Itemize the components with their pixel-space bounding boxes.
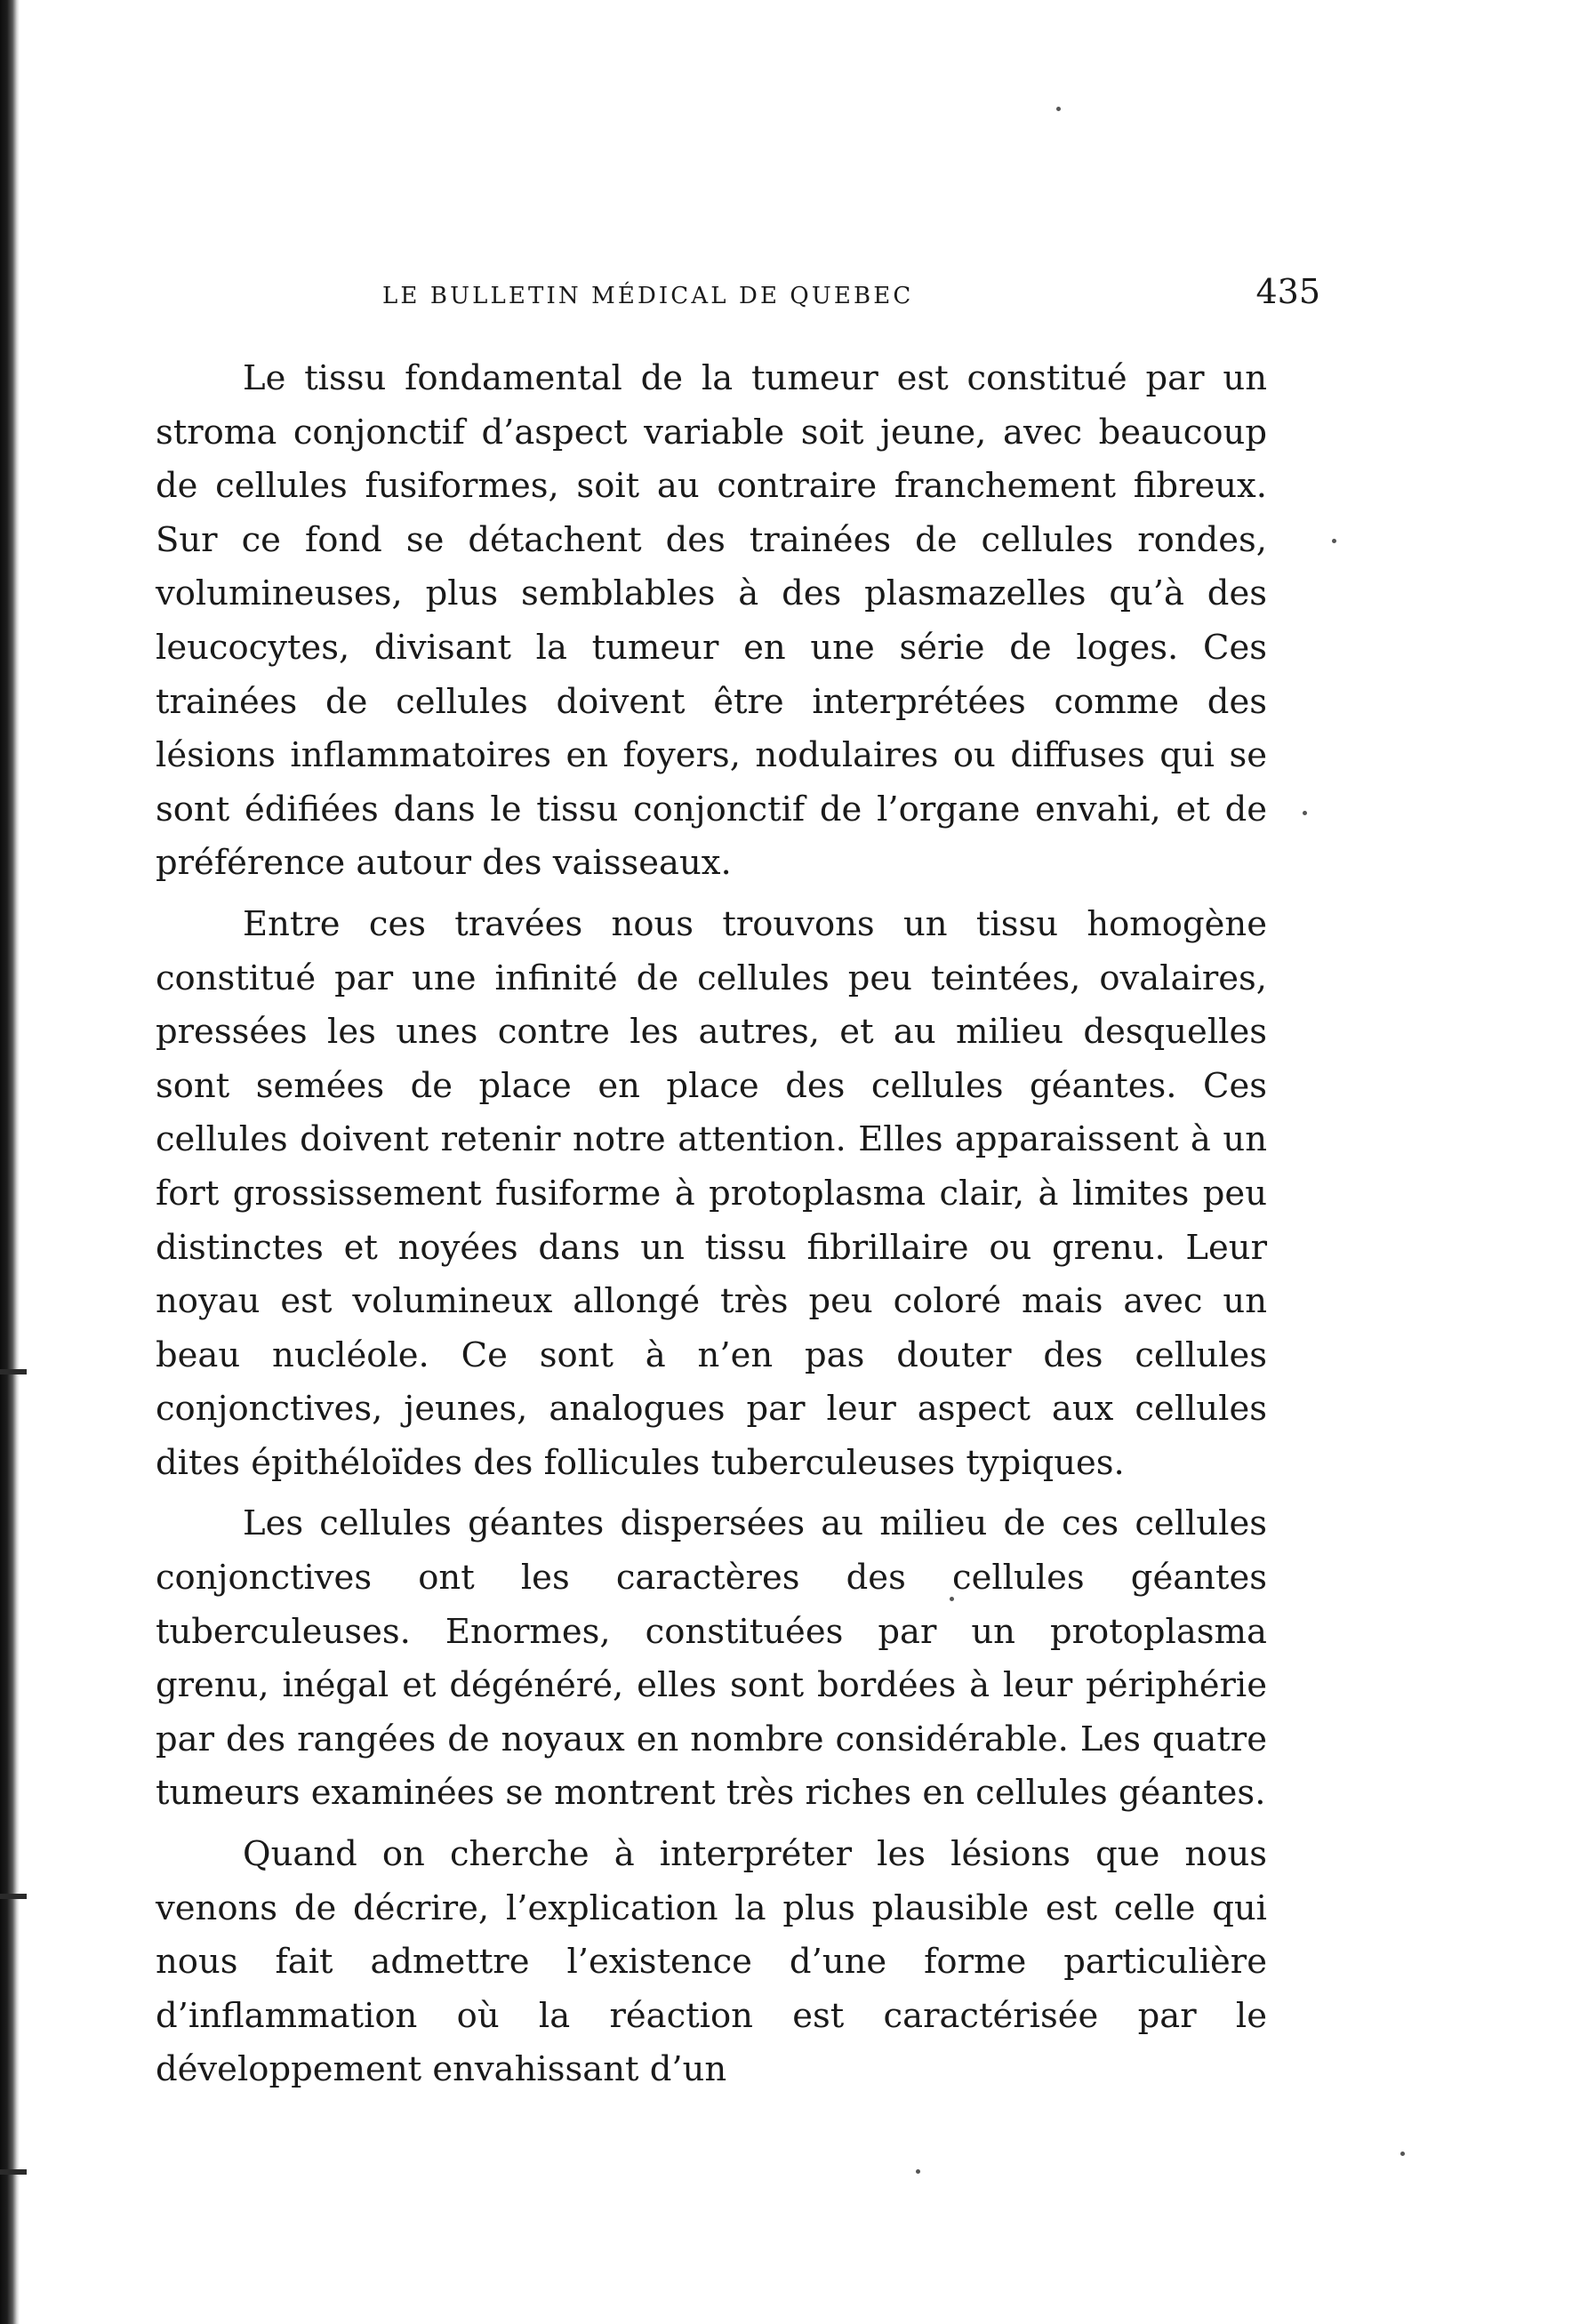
page-number: 435: [1255, 272, 1320, 311]
binding-mark: [0, 1894, 27, 1899]
print-speck: [1400, 2152, 1405, 2156]
print-speck: [1303, 811, 1307, 815]
paragraph: Entre ces travées nous trouvons un tissu homogène constitué par une infinité de cellules peu teintées, ovalaires, pressées les unes contre les autres, et au milieu desquelles sont semées de place en place des cellules géantes. Ces cellules doivent retenir notre attention. Elles apparaissent à un fort grossissement fusiforme à protoplasma clair, à limites peu distinctes et noyées dans un tissu fibrillaire ou grenu. Leur noyau est volumineux allongé très peu coloré mais avec un beau nucléole. Ce sont à n’en pas douter des cellules conjonctives, jeunes, analogues par leur aspect aux cellules dites épithéloïdes des follicules tuberculeuses typiques.: [156, 903, 1267, 1483]
print-speck: [1332, 539, 1336, 543]
paragraph: Quand on cherche à interpréter les lésions que nous venons de décrire, l’explication la plus plausible est celle qui nous fait admettre l’existence d’une forme particulière d’inflammation où la réaction est caractérisée par le développement envahissant d’un: [156, 1834, 1267, 2090]
binding-mark: [0, 2169, 27, 2175]
print-speck: [916, 2169, 920, 2174]
print-speck: [1056, 107, 1061, 111]
body-text: [156, 352, 1267, 2097]
binding-mark: [0, 1369, 27, 1374]
paragraph: Le tissu fondamental de la tumeur est constitué par un stroma conjonctif d’aspect variable soit jeune, avec beaucoup de cellules fusiformes, soit au contraire franchement fibreux. Sur ce fond se détachent des trainées de cellules rondes, volumineuses, plus semblables à des plasmazelles qu’à des leucocytes, divisant la tumeur en une série de loges. Ces trainées de cellules doivent être interprétées comme des lésions inflammatoires en foyers, nodulaires ou diffuses qui se sont édifiées dans le tissu conjonctif de l’organe envahi, et de préférence autour des vaisseaux.: [156, 358, 1267, 884]
running-header: [156, 267, 1320, 320]
document-page: [156, 267, 1320, 2104]
page-binding-edge: [0, 0, 20, 2324]
paragraph: Les cellules géantes dispersées au milieu de ces cellules conjonctives ont les caractères des cellules géantes tuberculeuses. Enormes, constituées par un protoplasma grenu, inégal et dégénéré, elles sont bordées à leur périphérie par des rangées de noyaux en nombre considérable. Les quatre tumeurs examinées se montrent très riches en cellules géantes.: [156, 1503, 1267, 1814]
journal-title: LE BULLETIN MÉDICAL DE QUEBEC: [382, 283, 914, 309]
